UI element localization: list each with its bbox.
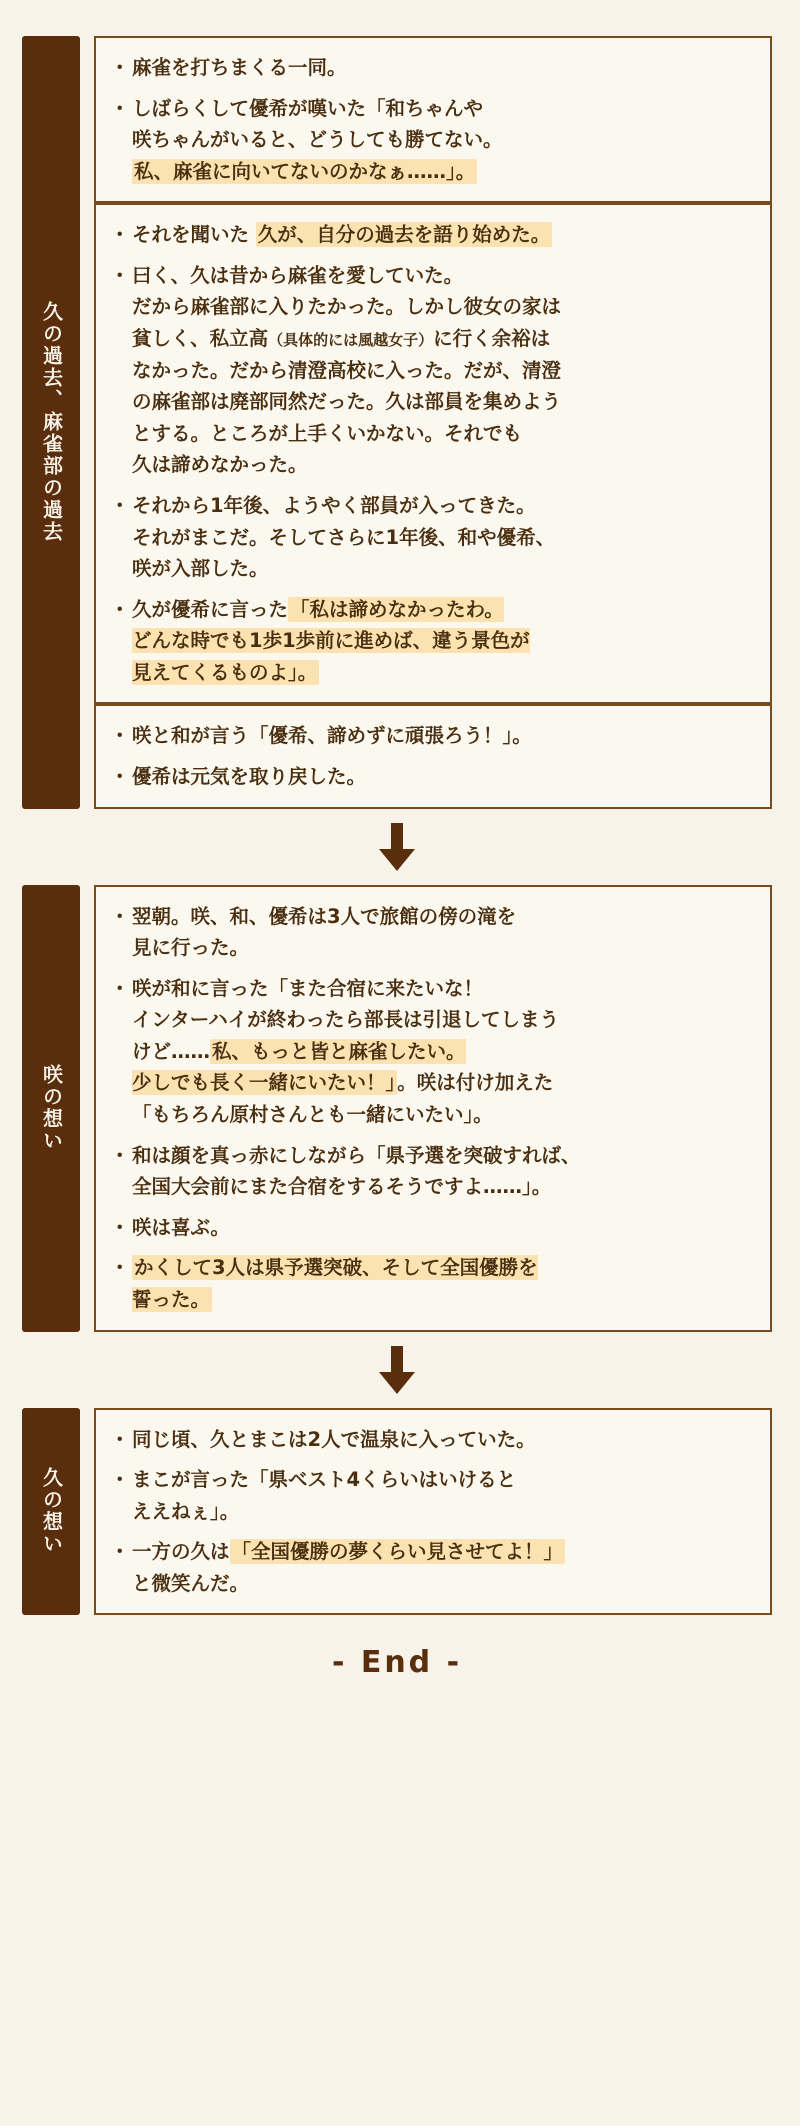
section-hisa-feelings (22, 1408, 772, 1616)
down-arrow-icon (377, 823, 417, 871)
section-past (22, 36, 772, 809)
arrow-row (22, 809, 772, 885)
text-run: 麻雀を打ちまくる一同。 (132, 56, 347, 79)
section-saki-feelings (22, 885, 772, 1332)
text-run: 和は顔を真っ赤にしながら「県予選を突破すれば、 全国大会前にまた合宿をするそうですよ……」。 (132, 1143, 581, 1199)
text-run: に行く余裕は なかった。だから清澄高校に入った。だが、清澄 の麻雀部は廃部同然だった。久は部員を集めよう とする。ところが上手くいかない。それでも 久は諦めなかった。 (132, 327, 562, 477)
section-boxes-saki (94, 885, 772, 1332)
bullet-item (110, 973, 754, 1131)
content-box (94, 36, 772, 203)
bullet-item (110, 1252, 754, 1315)
bullet-item (110, 594, 754, 689)
section-boxes-hisa (94, 1408, 772, 1616)
content-box (94, 1408, 772, 1616)
text-run: 同じ頃、久とまこは2人で温泉に入っていた。 (132, 1427, 536, 1451)
section-boxes-past (94, 36, 772, 809)
text-run: （具体的には風越女子） (268, 331, 434, 350)
bullet-item (110, 52, 754, 84)
text-run: 曰く、久は昔から麻雀を愛していた。 だから麻雀部に入りたかった。しかし彼女の家は 貧しく、私立高 (132, 263, 562, 351)
text-run: と微笑んだ。 (132, 1571, 250, 1595)
text-run: まこが言った「県ベスト4くらいはいけると ええねぇ」。 (132, 1468, 517, 1523)
down-arrow-icon (377, 1346, 417, 1394)
text-run: 翌朝。咲、和、優希は3人で旅館の傍の滝を 見に行った。 (132, 904, 517, 960)
text-run: 咲が和に言った「また合宿に来たいな！ インターハイが終わったら部長は引退してしまう けど…… (132, 976, 560, 1063)
text-run: 優希は元気を取り戻した。 (132, 764, 367, 788)
bullet-list (110, 219, 754, 688)
text-run: しばらくして優希が嘆いた「和ちゃんや 咲ちゃんがいると、どうしても勝てない。 (132, 96, 503, 152)
highlighted-text: 「全国優勝の夢くらい見させてよ！」 (231, 1540, 564, 1564)
arrow-row (22, 1332, 772, 1408)
bullet-list (110, 901, 754, 1316)
bullet-item (110, 219, 754, 251)
text-run: それから1年後、ようやく部員が入ってきた。 それがまこだ。そしてさらに1年後、和や優希、 咲が入部した。 (132, 493, 556, 581)
bullet-item (110, 1536, 754, 1599)
text-run: それを聞いた (132, 223, 256, 247)
bullet-item (110, 1212, 754, 1244)
highlighted-text: かくして3人は県予選突破、そして全国優勝を 誓った。 (132, 1256, 538, 1311)
section-label-hisa-feelings: 久の想い (22, 1408, 80, 1616)
bullet-list (110, 1424, 754, 1600)
bullet-item (110, 1464, 754, 1527)
highlighted-text: 久が、自分の過去を語り始めた。 (257, 223, 551, 247)
highlighted-text: 「私は諦めなかったわ。 どんな時でも1歩1歩前に進めば、違う景色が 見えてくるものよ」。 (132, 597, 530, 684)
highlighted-text: 私、もっと皆と麻雀したい。 少しでも長く一緒にいたい！」 (132, 1039, 466, 1095)
bullet-item (110, 490, 754, 585)
text-run: 。咲は付け加えた 「もちろん原村さんとも一緒にいたい」。 (132, 1071, 554, 1127)
end-marker: - End - (331, 1645, 463, 1681)
bullet-item (110, 1424, 754, 1456)
bullet-item (110, 720, 754, 752)
bullet-list (110, 52, 754, 187)
text-run: 一方の久は (132, 1540, 230, 1564)
text-run: 久が優希に言った (132, 597, 289, 621)
text-run: 咲と和が言う「優希、諦めずに頑張ろう！」。 (132, 724, 532, 748)
content-box (94, 203, 772, 704)
bullet-item (110, 260, 754, 481)
bullet-item (110, 761, 754, 793)
bullet-item (110, 93, 754, 188)
section-label-saki-feelings: 咲の想い (22, 885, 80, 1332)
content-box (94, 704, 772, 808)
bullet-list (110, 720, 754, 792)
text-run: 咲は喜ぶ。 (132, 1215, 230, 1239)
content-box (94, 885, 772, 1332)
bullet-item (110, 901, 754, 964)
bullet-item (110, 1140, 754, 1203)
highlighted-text: 私、麻雀に向いてないのかなぁ……」。 (134, 159, 476, 183)
section-label-past: 久の過去、麻雀部の過去 (22, 36, 80, 809)
